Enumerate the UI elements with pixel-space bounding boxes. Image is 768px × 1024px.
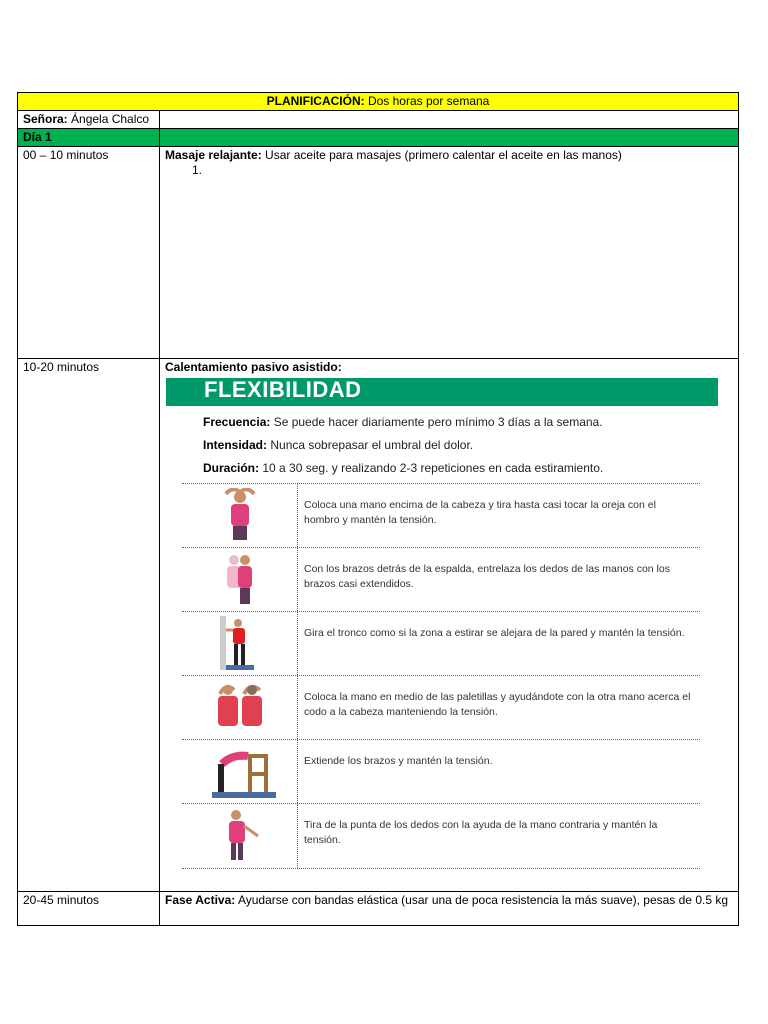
senora-value: Ángela Chalco — [67, 112, 150, 126]
calentamiento-title: Calentamiento pasivo asistido: — [165, 360, 342, 374]
senora-label: Señora: — [23, 112, 68, 126]
frecuencia-line — [203, 415, 733, 429]
masaje-time: 00 – 10 minutos — [18, 147, 160, 359]
calentamiento-time: 10-20 minutos — [18, 359, 160, 892]
stretch-head-figure-icon — [182, 484, 298, 547]
trunk-rotation-wall-figure-icon — [182, 612, 298, 675]
senora-cell — [18, 111, 160, 129]
flexibilidad-title: FLEXIBILIDAD — [204, 377, 362, 402]
fase-row — [18, 892, 739, 926]
shoulder-blade-stretch-figure-icon — [182, 676, 298, 739]
flexibilidad-banner — [166, 378, 718, 406]
planning-table — [17, 92, 739, 926]
planning-title — [18, 93, 739, 111]
duracion-label: Duración: — [203, 461, 260, 475]
planning-title-label: PLANIFICACIÓN: — [266, 94, 365, 108]
day-label: Día 1 — [23, 130, 52, 144]
fase-text: Ayudarse con bandas elástica (usar una de poca resistencia la más suave), pesas de 0.5 kg — [235, 893, 729, 907]
exercise-row — [182, 804, 700, 869]
exercise-text: Tira de la punta de los dedos con la ayuda de la mano contraria y mantén la tensión. — [304, 819, 658, 846]
frecuencia-label: Frecuencia: — [203, 415, 271, 429]
exercise-text: Con los brazos detrás de la espalda, entrelaza los dedos de las manos con los brazos casi extendidos. — [304, 563, 670, 590]
exercise-text: Coloca la mano en medio de las paletillas y ayudándote con la otra mano acerca el codo a la cabeza manteniendo la tensión. — [304, 691, 691, 718]
masaje-title: Masaje relajante: — [165, 148, 262, 162]
flexibilidad-info — [203, 415, 733, 475]
exercise-row — [182, 484, 700, 548]
title-row — [18, 93, 739, 111]
fase-title: Fase Activa: — [165, 893, 236, 907]
exercise-row — [182, 548, 700, 612]
chair-stretch-figure-icon — [182, 740, 298, 803]
masaje-text: Usar aceite para masajes (primero calentar el aceite en las manos) — [261, 148, 622, 162]
calentamiento-row — [18, 359, 739, 892]
senora-empty-cell — [160, 111, 739, 129]
day-row — [18, 129, 739, 147]
day-cell — [18, 129, 160, 147]
frecuencia-text: Se puede hacer diariamente pero mínimo 3 días a la semana. — [270, 415, 603, 429]
fase-time: 20-45 minutos — [18, 892, 160, 926]
exercise-row — [182, 612, 700, 676]
masaje-content — [160, 147, 739, 359]
exercise-text: Coloca una mano encima de la cabeza y tira hasta casi tocar la oreja con el hombro y mantén la tensión. — [304, 499, 656, 526]
intensidad-label: Intensidad: — [203, 438, 268, 452]
day-empty-cell — [160, 129, 739, 147]
finger-stretch-figure-icon — [182, 804, 298, 868]
exercise-row — [182, 740, 700, 804]
senora-row — [18, 111, 739, 129]
duracion-line — [203, 461, 733, 475]
exercise-row — [182, 676, 700, 740]
masaje-list-number: 1. — [192, 163, 203, 177]
exercise-text: Gira el tronco como si la zona a estirar se alejara de la pared y mantén la tensión. — [304, 627, 685, 639]
intensidad-text: Nunca sobrepasar el umbral del dolor. — [267, 438, 474, 452]
calentamiento-content — [160, 359, 739, 892]
fase-content — [160, 892, 739, 926]
masaje-row — [18, 147, 739, 359]
exercise-list — [182, 483, 700, 869]
intensidad-line — [203, 438, 733, 452]
stretch-back-arms-figure-icon — [182, 548, 298, 611]
planning-title-value: Dos horas por semana — [364, 94, 490, 108]
duracion-text: 10 a 30 seg. y realizando 2-3 repeticiones en cada estiramiento. — [259, 461, 604, 475]
exercise-text: Extiende los brazos y mantén la tensión. — [304, 755, 493, 767]
